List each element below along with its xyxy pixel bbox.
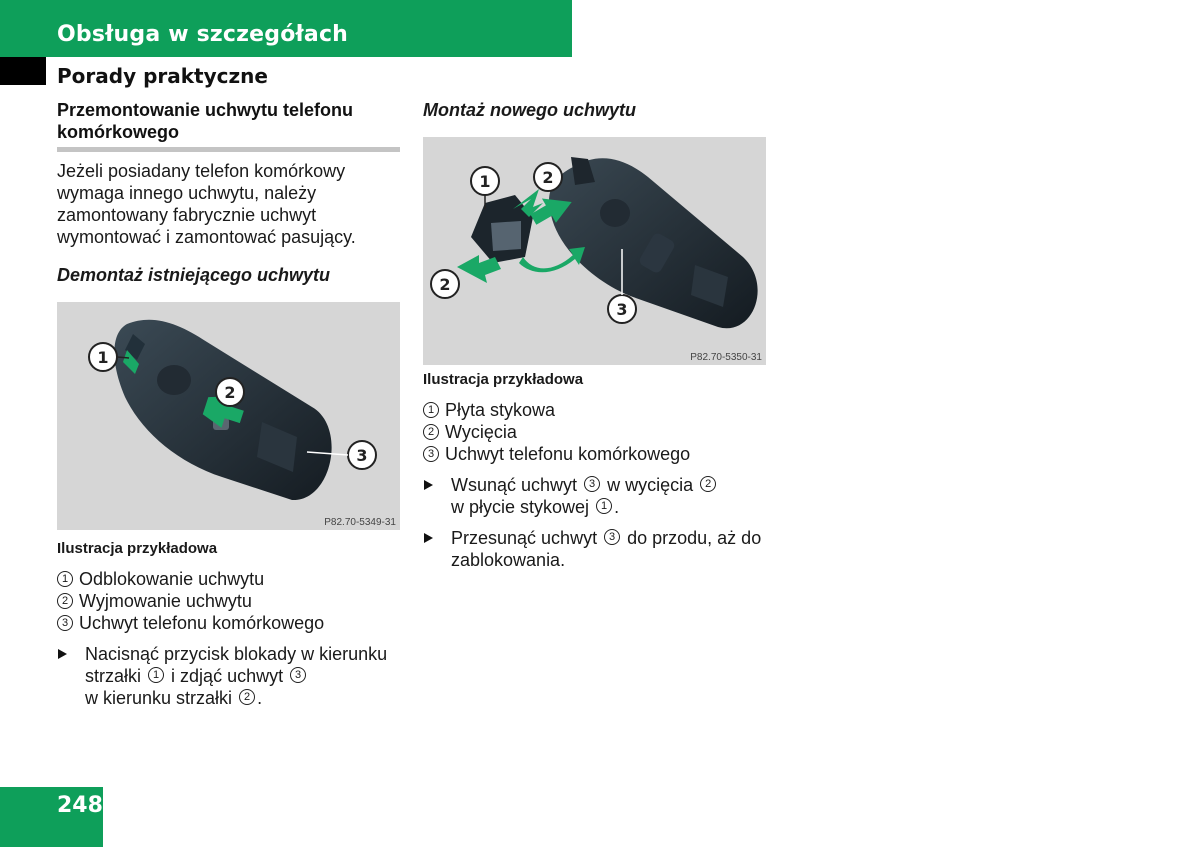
legend-text: Wycięcia — [445, 422, 517, 442]
legend-number: 2 — [423, 424, 439, 440]
step-text: w płycie stykowej — [451, 497, 590, 517]
figure-caption: Ilustracja przykładowa — [57, 540, 218, 557]
step-text: . — [257, 688, 263, 708]
step-text: w kierunku strzałki — [85, 688, 233, 708]
step-ref: 2 — [239, 689, 255, 705]
bullet-arrow-icon — [424, 533, 433, 543]
figure-code: P82.70-5350-31 — [690, 352, 762, 363]
step-ref: 2 — [700, 476, 716, 492]
step-ref: 3 — [290, 667, 306, 683]
figure-code: P82.70-5349-31 — [324, 517, 396, 528]
legend-item — [423, 443, 766, 465]
mounting-subheading: Montaż nowego uchwytu — [423, 100, 636, 120]
mounting-step-1 — [423, 474, 766, 518]
bullet-arrow-icon — [424, 480, 433, 490]
step-ref: 3 — [604, 529, 620, 545]
legend-text: Odblokowanie uchwytu — [79, 569, 265, 589]
page-number: 248 — [57, 793, 103, 818]
figure-caption: Ilustracja przykładowa — [423, 371, 584, 388]
section-marker — [0, 57, 46, 85]
intro-paragraph: Jeżeli posiadany telefon komórkowy wymaga innego uchwytu, należy zamontowany fabrycznie uchwyt wymontować i zamontować pasujący. — [57, 161, 356, 247]
legend-text: Płyta stykowa — [445, 400, 556, 420]
legend-item — [423, 399, 766, 421]
callout-3: 3 — [356, 446, 368, 465]
callout-3: 3 — [616, 300, 628, 319]
legend-text: Uchwyt telefonu komórkowego — [445, 444, 691, 464]
holder-removal-illustration — [57, 302, 400, 530]
left-heading: Przemontowanie uchwytu telefonu komórkowego — [57, 100, 354, 142]
step-ref: 3 — [584, 476, 600, 492]
legend-item — [423, 421, 766, 443]
legend-number: 3 — [423, 446, 439, 462]
mounting-figure — [423, 137, 766, 365]
removal-step — [57, 643, 400, 709]
legend-item — [57, 612, 400, 634]
legend-number: 3 — [57, 615, 73, 631]
legend-text: Wyjmowanie uchwytu — [79, 591, 252, 611]
holder-mounting-illustration — [423, 137, 766, 365]
step-ref: 1 — [596, 498, 612, 514]
step-text: Przesunąć uchwyt — [451, 528, 598, 548]
left-column — [57, 99, 400, 709]
bullet-arrow-icon — [58, 649, 67, 659]
callout-2: 2 — [542, 168, 554, 187]
legend-text: Uchwyt telefonu komórkowego — [79, 613, 325, 633]
step-text: . — [614, 497, 620, 517]
section-title: Porady praktyczne — [57, 64, 268, 88]
step-text: w wycięcia — [607, 475, 694, 495]
step-text: do przodu, aż do zablokowania. — [451, 528, 762, 570]
legend-number: 1 — [57, 571, 73, 587]
mounting-legend — [423, 399, 766, 465]
step-text: i zdjąć uchwyt — [171, 666, 284, 686]
legend-number: 1 — [423, 402, 439, 418]
heading-rule — [57, 147, 400, 152]
step-text: Wsunąć uchwyt — [451, 475, 578, 495]
removal-subheading: Demontaż istniejącego uchwytu — [57, 265, 331, 285]
right-column — [423, 99, 766, 571]
legend-item — [57, 568, 400, 590]
removal-figure — [57, 302, 400, 530]
callout-2-lower: 2 — [439, 275, 451, 294]
legend-number: 2 — [57, 593, 73, 609]
removal-legend — [57, 568, 400, 634]
step-ref: 1 — [148, 667, 164, 683]
mounting-step-2 — [423, 527, 766, 571]
callout-1: 1 — [479, 172, 491, 191]
legend-item — [57, 590, 400, 612]
chapter-title: Obsługa w szczegółach — [57, 22, 349, 47]
callout-2: 2 — [224, 383, 236, 402]
callout-1: 1 — [97, 348, 109, 367]
step-text: Nacisnąć przycisk blokady w kierunku strzałki — [85, 644, 388, 686]
